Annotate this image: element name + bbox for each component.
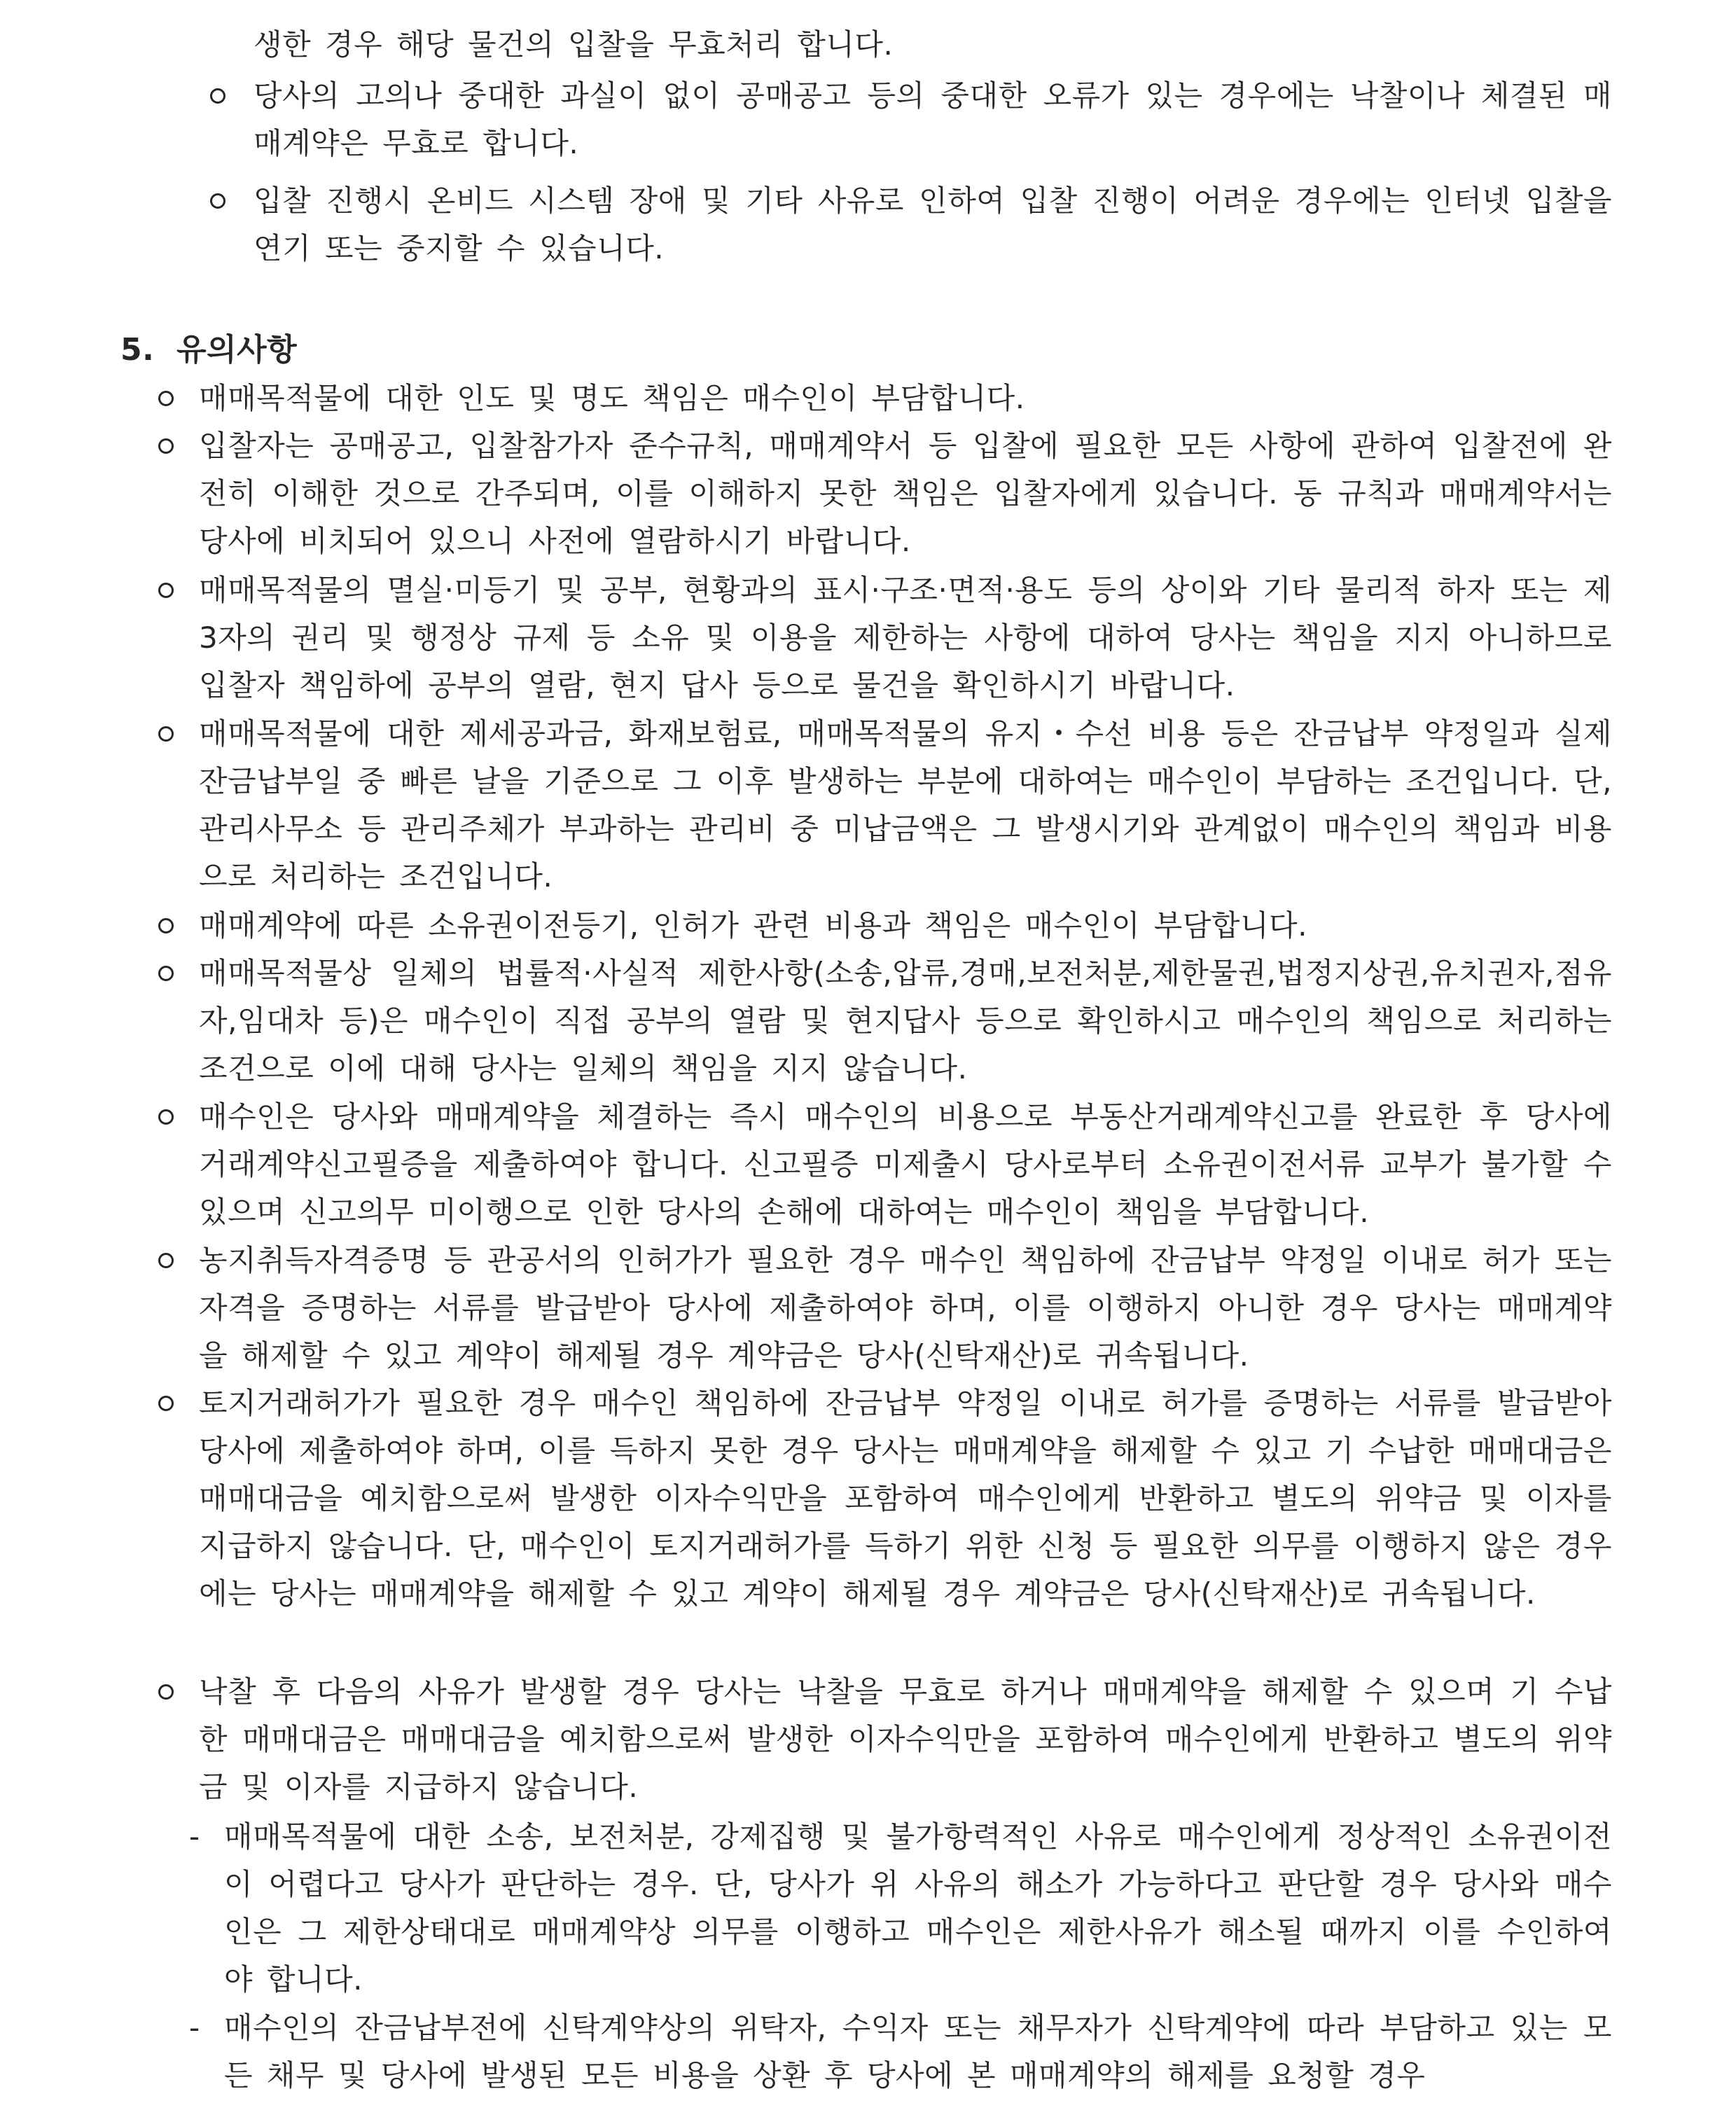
list-item: 매매목적물상 일체의 법률적·사실적 제한사항(소송,압류,경매,보전처분,제한물권,법정지상권,유치권자,점유자,임대차 등)은 매수인이 직접 공부의 열람 및 현지답사 등으로 확인하시고 매수인의 책임으로 처리하는 조건으로 이에 대해 당사는 일체의 책임을 지지 않습니다. — [199, 956, 1612, 1085]
list-item: 매매계약에 따른 소유권이전등기, 인허가 관련 비용과 책임은 매수인이 부담합니다. — [199, 908, 1307, 943]
sub-list-item: 매매목적물에 대한 소송, 보전처분, 강제집행 및 불가항력적인 사유로 매수인에게 정상적인 소유권이전이 어렵다고 당사가 판단하는 경우. 단, 당사가 위 사유의 해소가 가능하다고 판단할 경우 당사와 매수인은 그 제한상태대로 매매계약상 의무를 이행하고 매수인은 제한사유가 해소될 때까지 이를 수인하여야 합니다. — [224, 1819, 1612, 1997]
list-item: 입찰 진행시 온비드 시스템 장애 및 기타 사유로 인하여 입찰 진행이 어려운 경우에는 인터넷 입찰을 연기 또는 중지할 수 있습니다. — [254, 183, 1612, 265]
bullet-icon — [158, 1109, 174, 1125]
bullet-icon — [210, 193, 225, 209]
list-item: 낙찰 후 다음의 사유가 발생할 경우 당사는 낙찰을 무효로 하거나 매매계약을 해제할 수 있으며 기 수납한 매매대금은 매매대금을 예치함으로써 발생한 이자수익만을 포함하여 매수인에게 반환하고 별도의 위약금 및 이자를 지급하지 않습니다. — [199, 1674, 1612, 1804]
list-item: 매수인은 당사와 매매계약을 체결하는 즉시 매수인의 비용으로 부동산거래계약신고를 완료한 후 당사에 거래계약신고필증을 제출하여야 합니다. 신고필증 미제출시 당사로부터 소유권이전서류 교부가 불가할 수 있으며 신고의무 미이행으로 인한 당사의 손해에 대하여는 매수인이 책임을 부담합니다. — [199, 1099, 1612, 1229]
sub-list-item: 매수인의 잔금납부전에 신탁계약상의 위탁자, 수익자 또는 채무자가 신탁계약에 따라 부담하고 있는 모든 채무 및 당사에 발생된 모든 비용을 상환 후 당사에 본 매매계약의 해제를 요청할 경우 — [224, 2011, 1612, 2092]
dash-marker: - — [189, 2011, 200, 2045]
bullet-icon — [158, 1684, 174, 1700]
bullet-icon — [158, 583, 174, 598]
bullet-icon — [158, 438, 174, 454]
list-item: 입찰자는 공매공고, 입찰참가자 준수규칙, 매매계약서 등 입찰에 필요한 모든 사항에 관하여 입찰전에 완전히 이해한 것으로 간주되며, 이를 이해하지 못한 책임은 입찰자에게 있습니다. 동 규칙과 매매계약서는 당사에 비치되어 있으니 사전에 열람하시기 바랍니다. — [199, 429, 1612, 558]
list-item: 매매목적물에 대한 제세공과금, 화재보험료, 매매목적물의 유지・수선 비용 등은 잔금납부 약정일과 실제 잔금납부일 중 빠른 날을 기준으로 그 이후 발생하는 부분에 대하여는 매수인이 부담하는 조건입니다. 단, 관리사무소 등 관리주체가 부과하는 관리비 중 미납금액은 그 발생시기와 관계없이 매수인의 책임과 비용으로 처리하는 조건입니다. — [199, 716, 1612, 894]
bullet-icon — [210, 88, 225, 104]
list-item: 매매목적물의 멸실·미등기 및 공부, 현황과의 표시·구조·면적·용도 등의 상이와 기타 물리적 하자 또는 제3자의 권리 및 행정상 규제 등 소유 및 이용을 제한하는 사항에 대하여 당사는 책임을 지지 아니하므로 입찰자 책임하에 공부의 열람, 현지 답사 등으로 물건을 확인하시기 바랍니다. — [199, 573, 1612, 702]
list-item: 토지거래허가가 필요한 경우 매수인 책임하에 잔금납부 약정일 이내로 허가를 증명하는 서류를 발급받아 당사에 제출하여야 하며, 이를 득하지 못한 경우 당사는 매매계약을 해제할 수 있고 기 수납한 매매대금은 매매대금을 예치함으로써 발생한 이자수익만을 포함하여 매수인에게 반환하고 별도의 위약금 및 이자를 지급하지 않습니다. 단, 매수인이 토지거래허가를 득하기 위한 신청 등 필요한 의무를 이행하지 않은 경우에는 당사는 매매계약을 해제할 수 있고 계약이 해제될 경우 계약금은 당사(신탁재산)로 귀속됩니다. — [199, 1386, 1612, 1611]
bullet-icon — [158, 1396, 174, 1411]
bullet-icon — [158, 726, 174, 742]
bullet-icon — [158, 966, 174, 981]
bullet-icon — [158, 918, 174, 933]
list-item: 농지취득자격증명 등 관공서의 인허가가 필요한 경우 매수인 책임하에 잔금납부 약정일 이내로 허가 또는 자격을 증명하는 서류를 발급받아 당사에 제출하여야 하며, 이를 이행하지 아니한 경우 당사는 매매계약을 해제할 수 있고 계약이 해제될 경우 계약금은 당사(신탁재산)로 귀속됩니다. — [199, 1243, 1612, 1373]
bullet-icon — [158, 391, 174, 406]
dash-marker: - — [189, 1819, 200, 1854]
continuation-text: 생한 경우 해당 물건의 입찰을 무효처리 합니다. — [254, 27, 894, 62]
section-title: 유의사항 — [176, 332, 298, 368]
section-heading — [120, 326, 297, 375]
list-item: 당사의 고의나 중대한 과실이 없이 공매공고 등의 중대한 오류가 있는 경우에는 낙찰이나 체결된 매매계약은 무효로 합니다. — [254, 78, 1612, 160]
bullet-icon — [158, 1253, 174, 1268]
list-item: 매매목적물에 대한 인도 및 명도 책임은 매수인이 부담합니다. — [199, 381, 1025, 415]
section-number: 5. — [120, 332, 155, 368]
